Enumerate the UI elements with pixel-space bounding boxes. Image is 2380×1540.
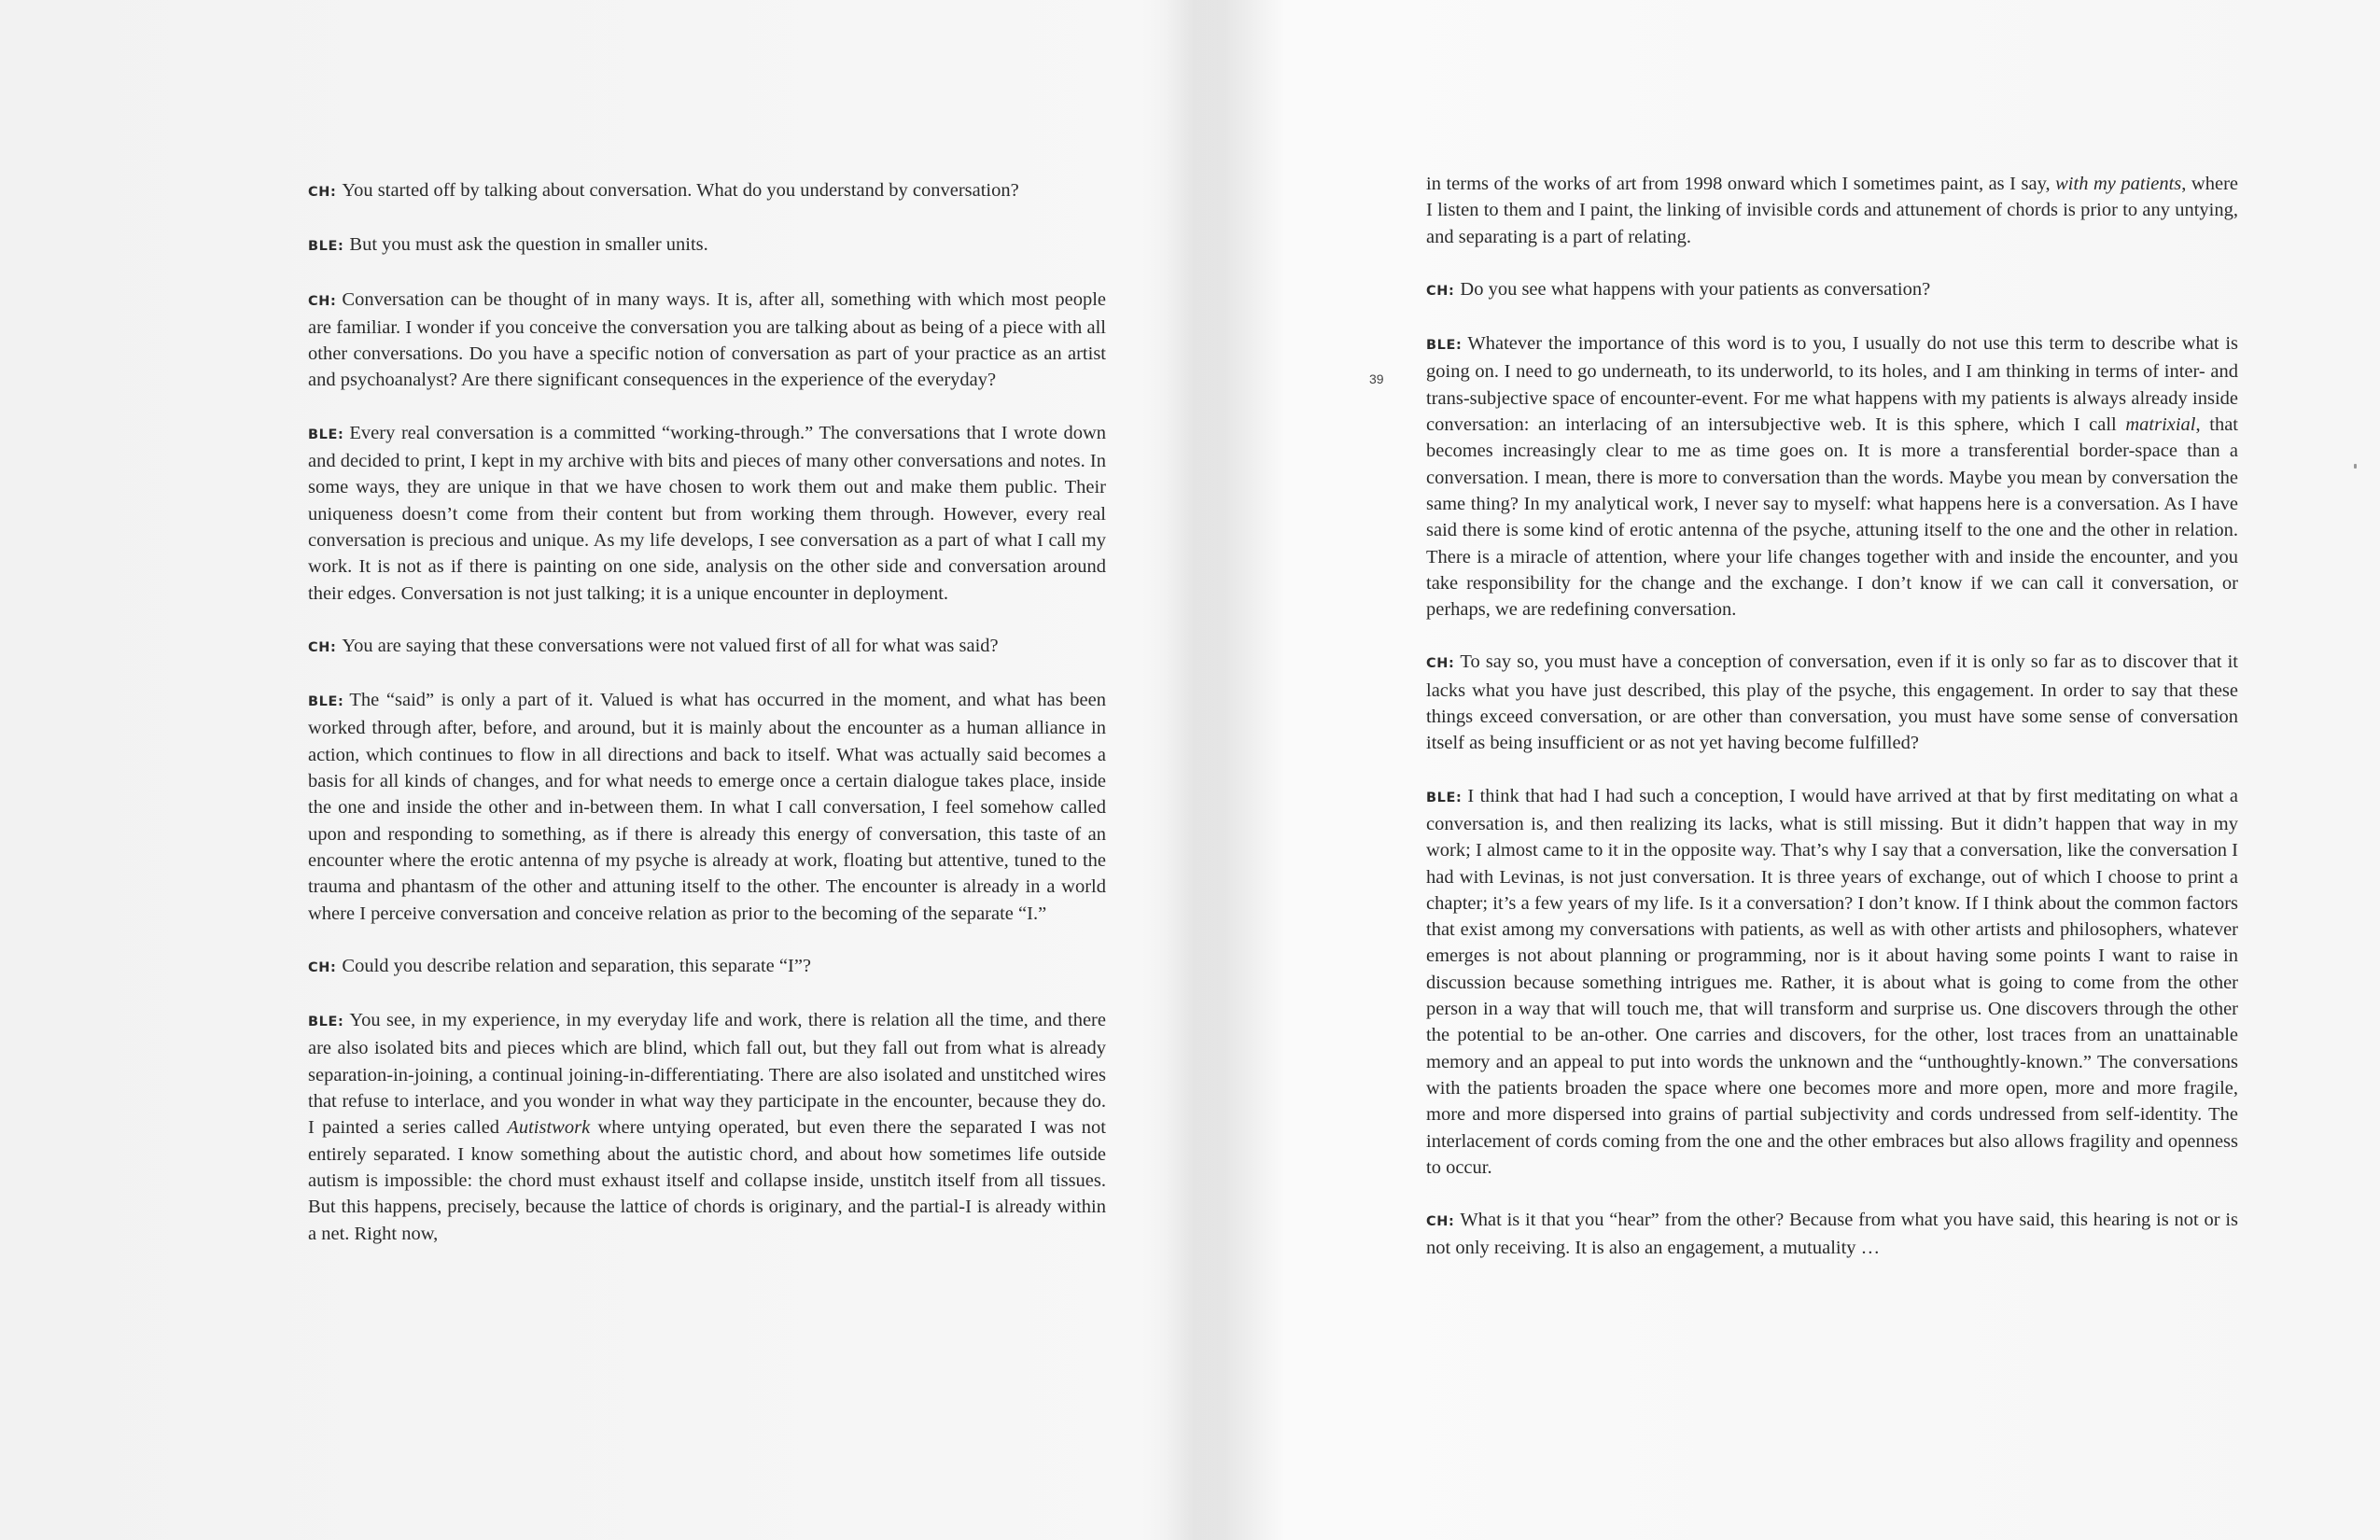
dialogue-entry <box>1426 171 2238 250</box>
speaker-label: BLE: <box>308 239 344 255</box>
dialogue-text: Could you describe relation and separation, this separate “I”? <box>342 955 812 976</box>
dialogue-text: You are saying that these conversations were not valued first of all for what was said? <box>342 635 999 656</box>
speaker-label: CH: <box>1426 656 1455 672</box>
dialogue-entry <box>308 287 1106 394</box>
emphasis-text: with my patients <box>2055 174 2182 194</box>
page-number: 39 <box>1369 371 1384 386</box>
right-page-text <box>1426 171 2238 1288</box>
speaker-label: BLE: <box>308 694 344 710</box>
work-title: Autistwork <box>507 1117 591 1139</box>
dialogue-entry <box>308 687 1106 927</box>
speaker-label: CH: <box>308 639 337 655</box>
left-page-text <box>308 177 1106 1273</box>
dialogue-text: in terms of the works of art from 1998 onward which I sometimes paint, as I say, <box>1426 174 2056 194</box>
dialogue-text: You started off by talking about conversation. What do you understand by conversation? <box>342 180 1019 201</box>
dialogue-entry <box>308 1007 1106 1247</box>
dialogue-entry <box>308 177 1106 205</box>
dialogue-entry <box>1426 1207 2238 1262</box>
speaker-label: BLE: <box>1426 790 1463 805</box>
dialogue-entry <box>308 953 1106 981</box>
dialogue-text: , that becomes increasingly clear to me as time goes on. It is more a transferential border-space than a conversation. I mean, there is more to conversation than the words. Maybe you mean by conversation the same thing? In my analytical work, I never say to myself: what happens here is a conversation. As I have said there is some kind of erotic antenna of the psyche, attuning itself to the one and the other in relation. There is a miracle of attention, where your life changes together with and inside the encounter, and you take responsibility for the change and the exchange. I don’t know if we can call it conversation, or perhaps, we are redefining conversation. <box>1426 414 2238 621</box>
dialogue-text: The “said” is only a part of it. Valued is what has occurred in the moment, and what has been worked through after, before, and around, but it is mainly about the encounter as a human alliance in action, which continues to flow in all directions and back to itself. What was actually said becomes a basis for all kinds of changes, and for what needs to emerge once a certain dialogue takes place, inside the one and inside the other and in-between them. In what I call conversation, I feel somehow called upon and responding to something, as if there is already this energy of conversation, this taste of an encounter where the erotic antenna of my psyche is already at work, floating but attentive, tuned to the trauma and phantasm of the other and attuning itself to the other. The encounter is already in a world where I perceive conversation and conceive relation as prior to the becoming of the separate “I.” <box>308 690 1106 924</box>
dialogue-text: I think that had I had such a conception, I would have arrived at that by first meditating on what a conversation is, and then realizing its lacks, what is still missing. But it didn’t happen that way in my work; I almost came to it in the opposite way. That’s why I say that a conversation, like the conversation I had with Levinas, is not just conversation. It is three years of exchange, out of which I choose to print a chapter; it’s a few years of my life. Is it a conversation? I don’t know. If I think about the common factors that exist among my conversations with patients, as well as with other artists and philosophers, whatever emerges is not about planning or programming, nor is it about having some points I want to raise in discussion because something intrigues me. Rather, it is about what is going to come from the other person in a way that will touch me, that will transform and surprise us. One discovers through the other the potential to be an-other. One carries and discovers, for the other, lost traces from an unattainable memory and an appeal to put into words the unknown and the “unthoughtly-known.” The conversations with the patients broaden the space where one becomes more and more open, more and more fragile, more and more dispersed into grains of partial subjectivity and cords undressed from self-identity. The interlacement of cords coming from the one and the other embraces but also allows fragility and openness to occur. <box>1426 785 2238 1178</box>
speaker-label: CH: <box>308 293 337 309</box>
dialogue-entry <box>1426 276 2238 304</box>
dialogue-entry <box>308 420 1106 607</box>
dialogue-entry <box>308 231 1106 259</box>
dialogue-text: , where I listen to them and I paint, the linking of invisible cords and attunement of chords is prior to any untying, and separating is a part of relating. <box>1426 174 2238 247</box>
dialogue-text: Conversation can be thought of in many ways. It is, after all, something with which most people are familiar. I wonder if you conceive the conversation you are talking about as being of a piece with all other conversations. Do you have a specific notion of conversation as part of your practice as an artist and psychoanalyst? Are there significant consequences in the experience of the everyday? <box>308 288 1106 391</box>
dialogue-text: Every real conversation is a committed “working-through.” The conversations that I wrote down and decided to print, I kept in my archive with bits and pieces of many other conversations and notes. In some ways, they are unique in that we have chosen to work them out and make them public. Their uniqueness doesn’t come from their content but from working them through. However, every real conversation is precious and unique. As my life develops, I see conversation as a part of what I call my work. It is not as if there is painting on one side, analysis on the other side and conversation around their edges. Conversation is not just talking; it is a unique encounter in deployment. <box>308 422 1106 604</box>
dialogue-entry <box>1426 649 2238 756</box>
speaker-label: CH: <box>1426 283 1455 299</box>
dialogue-text: Whatever the importance of this word is to you, I usually do not use this term to describe what is going on. I need to go underneath, to its underworld, to its holes, and I am thinking in terms of inter- and trans-subjective space of encounter-event. For me what happens with my patients is always already inside conversation: an interlacing of an intersubjective web. It is this sphere, which I call <box>1426 333 2238 436</box>
dialogue-text: But you must ask the question in smaller units. <box>349 234 708 256</box>
speaker-label: BLE: <box>308 427 344 442</box>
scan-speck <box>2354 464 2357 469</box>
speaker-label: CH: <box>308 959 337 975</box>
speaker-label: CH: <box>1426 1214 1455 1230</box>
dialogue-text: To say so, you must have a conception of conversation, even if it is only so far as to discover that it lacks what you have just described, this play of the psyche, this engagement. In order to say that these things exceed conversation, or are other than conversation, you must have some sense of conversation itself as being insufficient or as not yet having become fulfilled? <box>1426 651 2238 754</box>
dialogue-text: What is it that you “hear” from the other? Because from what you have said, this hearing is not or is not only receiving. It is also an engagement, a mutuality … <box>1426 1210 2238 1259</box>
speaker-label: BLE: <box>1426 338 1463 354</box>
speaker-label: CH: <box>308 185 337 200</box>
dialogue-text: You see, in my experience, in my everyday life and work, there is relation all the time, and there are also isolated bits and pieces which are blind, which fall out, but they fall out from what is already separation-in-joining, a continual joining-in-differentiating. There are also isolated and unstitched wires that refuse to interlace, and you wonder in what way they participate in the encounter, because they do. I painted a series called <box>308 1010 1106 1139</box>
speaker-label: BLE: <box>308 1015 344 1030</box>
dialogue-entry <box>1426 330 2238 623</box>
right-page <box>1190 0 2380 1540</box>
dialogue-entry <box>308 633 1106 661</box>
dialogue-entry <box>1426 783 2238 1181</box>
dialogue-text: Do you see what happens with your patients as conversation? <box>1460 278 1931 300</box>
emphasis-text: matrixial <box>2125 414 2196 436</box>
dialogue-text: where untying operated, but even there the separated I was not entirely separated. I know something about the autistic chord, and about how sometimes life outside autism is impossible: the chord must exhaust itself and collapse inside, unstitch itself from all tissues. But this happens, precisely, because the lattice of chords is originary, and the partial-I is already within a net. Right now, <box>308 1117 1106 1244</box>
